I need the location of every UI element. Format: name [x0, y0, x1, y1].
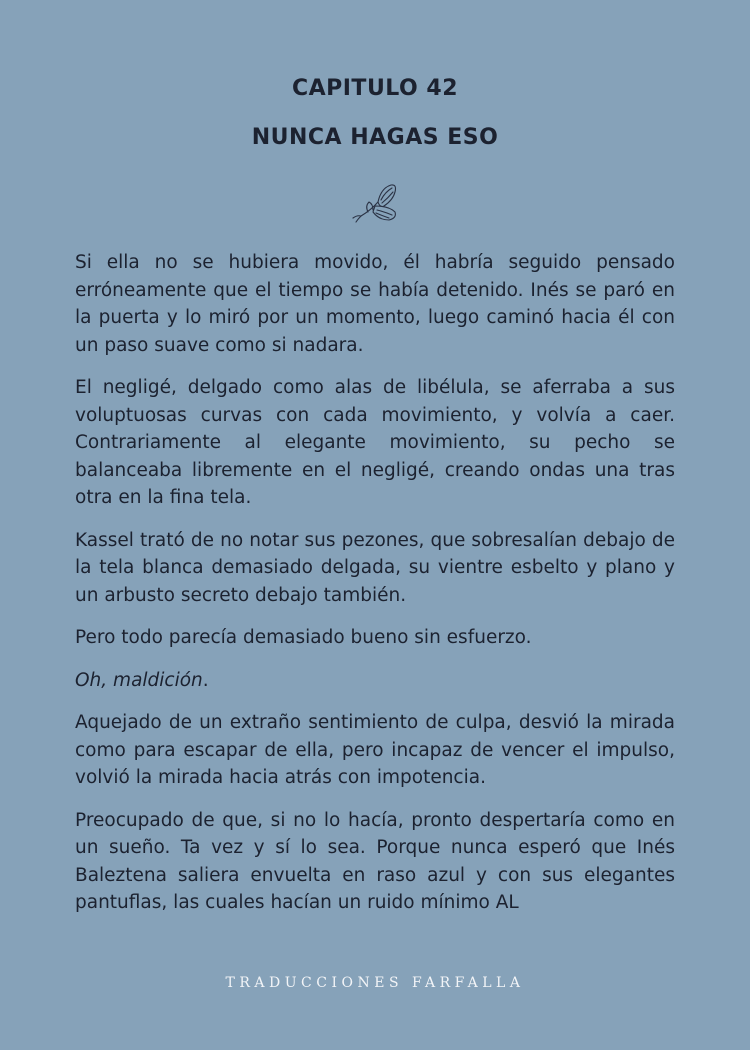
butterfly-icon: [351, 182, 399, 224]
chapter-number: CAPITULO 42: [291, 76, 459, 101]
paragraph: Si ella no se hubiera movido, él habría seguido pensado erróneamente que el tiempo se había detenido. Inés se paró en la puerta y lo miró por un momento, luego caminó hacia él con un paso suave como si nadara.: [75, 252, 675, 356]
italic-paragraph: [75, 667, 675, 695]
paragraph: Pero todo parecía demasiado bueno sin esfuerzo.: [75, 627, 532, 648]
italic-suffix: .: [202, 669, 209, 691]
italic-exclamation: Oh, maldición: [75, 669, 203, 691]
publisher-footer: TRADUCCIONES FARFALLA: [225, 975, 525, 991]
paragraph: Preocupado de que, si no lo hacía, pronto despertaría como en un sueño. Ta vez y sí lo sea. Porque nunca esperó que Inés Baleztena saliera envuelta en raso azul y con sus elegantes pantuflas, las cuales hacían un ruido mínimo AL: [75, 809, 675, 913]
paragraph: El negligé, delgado como alas de libélula, se aferraba a sus voluptuosas curvas con cada movimiento, y volvía a caer. Contrariamente al elegante movimiento, su pecho se balanceaba libremente en el negligé, creando ondas una tras otra en la fina tela.: [75, 377, 675, 508]
paragraph: Kassel trató de no notar sus pezones, que sobresalían debajo de la tela blanca demasiado delgada, su vientre esbelto y plano y un arbusto secreto debajo también.: [75, 529, 675, 606]
chapter-body: [75, 249, 675, 932]
paragraph: Aquejado de un extraño sentimiento de culpa, desvió la mirada como para escapar de ella, pero incapaz de vencer el impulso, volvió la mirada hacia atrás con impotencia.: [75, 712, 675, 788]
chapter-title: NUNCA HAGAS ESO: [251, 125, 499, 150]
